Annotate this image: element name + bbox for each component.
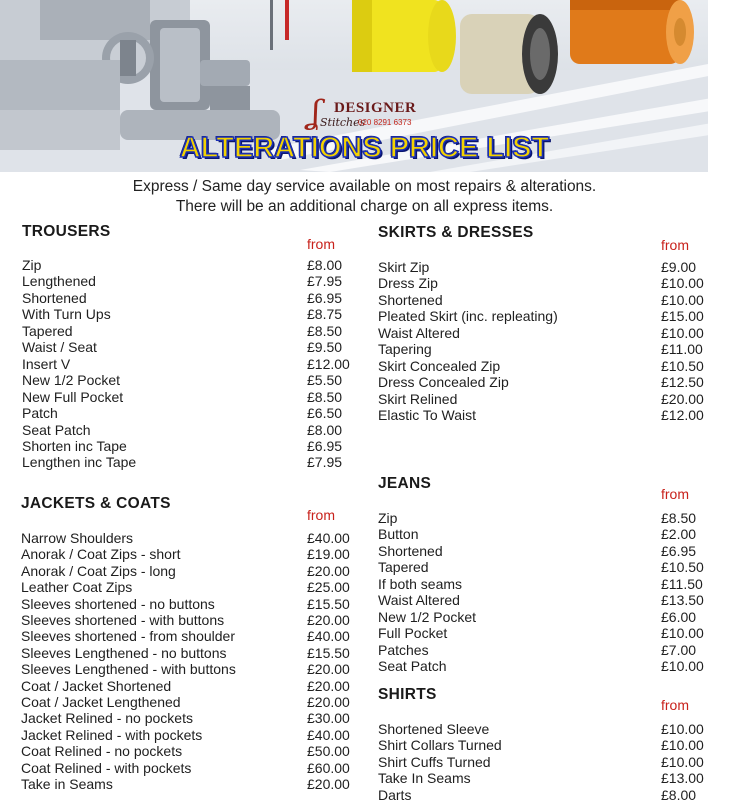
from-label: from bbox=[307, 507, 335, 523]
item-name: Button bbox=[378, 526, 419, 543]
price-row bbox=[378, 658, 708, 674]
item-price: £19.00 bbox=[307, 546, 350, 563]
item-price: £12.00 bbox=[307, 355, 350, 372]
item-price: £8.50 bbox=[661, 510, 697, 526]
price-row bbox=[21, 628, 351, 644]
item-name: Sleeves Lengthened - no buttons bbox=[21, 644, 227, 661]
price-row bbox=[378, 308, 708, 324]
item-name: Tapering bbox=[378, 341, 432, 358]
price-row bbox=[22, 454, 352, 470]
from-label: from bbox=[307, 236, 335, 252]
from-label: from bbox=[661, 697, 689, 713]
item-price: £15.00 bbox=[661, 308, 704, 325]
item-price: £8.75 bbox=[307, 306, 343, 323]
item-name: Sleeves shortened - from shoulder bbox=[21, 628, 235, 645]
item-price: £40.00 bbox=[307, 726, 350, 743]
item-price: £10.00 bbox=[661, 737, 704, 754]
logo-swirl-icon: ʆ bbox=[310, 93, 321, 131]
item-price: £15.50 bbox=[307, 595, 350, 612]
item-price: £10.00 bbox=[661, 275, 704, 292]
section-title: JACKETS & COATS bbox=[21, 495, 171, 512]
price-row bbox=[378, 721, 708, 737]
item-name: Waist Altered bbox=[378, 324, 460, 341]
item-price: £9.50 bbox=[307, 339, 343, 356]
item-name: Patches bbox=[378, 641, 429, 658]
item-name: New 1/2 Pocket bbox=[378, 608, 477, 625]
price-row bbox=[22, 372, 352, 388]
designer-stitches-logo bbox=[310, 93, 422, 134]
item-name: Take in Seams bbox=[21, 776, 113, 792]
item-price: £25.00 bbox=[307, 579, 350, 596]
price-row bbox=[22, 438, 352, 454]
price-row bbox=[22, 257, 352, 273]
item-price: £8.00 bbox=[307, 257, 343, 273]
item-name: Anorak / Coat Zips - long bbox=[21, 562, 176, 579]
item-name: Tapered bbox=[22, 322, 73, 339]
item-price: £30.00 bbox=[307, 710, 350, 727]
price-row bbox=[378, 770, 708, 786]
logo-script: Stitches bbox=[320, 116, 366, 129]
item-name: Insert V bbox=[22, 355, 71, 372]
item-price: £50.00 bbox=[307, 743, 350, 760]
item-name: Waist Altered bbox=[378, 592, 460, 609]
item-price: £10.50 bbox=[661, 559, 704, 576]
price-row bbox=[21, 710, 351, 726]
header-banner bbox=[0, 0, 729, 172]
item-name: Sleeves shortened - with buttons bbox=[21, 612, 225, 628]
from-label: from bbox=[661, 486, 689, 502]
item-name: Elastic To Waist bbox=[378, 407, 477, 424]
price-row bbox=[22, 356, 352, 372]
price-row bbox=[22, 273, 352, 289]
item-price: £20.00 bbox=[661, 390, 704, 407]
item-price: £7.00 bbox=[661, 641, 697, 658]
item-name: Lengthen inc Tape bbox=[22, 454, 137, 471]
item-name: Shorten inc Tape bbox=[22, 437, 127, 454]
price-row bbox=[21, 530, 351, 546]
price-row bbox=[21, 596, 351, 612]
price-row bbox=[378, 592, 708, 608]
item-name: Shortened Sleeve bbox=[378, 721, 490, 737]
item-name: Sleeves Lengthened - with buttons bbox=[21, 661, 236, 678]
item-name: With Turn Ups bbox=[22, 306, 111, 323]
price-row bbox=[378, 391, 708, 407]
item-price: £20.00 bbox=[307, 562, 350, 579]
item-name: Shirt Collars Turned bbox=[378, 737, 502, 754]
page-title: ALTERATIONS PRICE LIST bbox=[179, 132, 550, 164]
item-price: £10.00 bbox=[661, 658, 704, 675]
price-row bbox=[378, 737, 708, 753]
item-name: Shortened bbox=[22, 289, 87, 306]
item-name: Coat / Jacket Shortened bbox=[21, 677, 172, 694]
item-price: £12.50 bbox=[661, 374, 704, 391]
price-row bbox=[21, 546, 351, 562]
logo-phone: 020 8291 6373 bbox=[358, 118, 412, 127]
item-price: £7.95 bbox=[307, 273, 343, 290]
price-row bbox=[22, 422, 352, 438]
item-name: Anorak / Coat Zips - short bbox=[21, 546, 181, 563]
item-name: Shortened bbox=[378, 542, 443, 559]
price-row bbox=[22, 405, 352, 421]
item-price: £60.00 bbox=[307, 759, 350, 776]
item-price: £8.50 bbox=[307, 388, 343, 405]
price-row bbox=[21, 645, 351, 661]
price-row bbox=[378, 642, 708, 658]
price-row bbox=[21, 727, 351, 743]
item-name: Narrow Shoulders bbox=[21, 530, 134, 546]
item-name: Pleated Skirt (inc. repleating) bbox=[378, 308, 558, 325]
item-name: New Full Pocket bbox=[22, 388, 124, 405]
item-name: Coat Relined - with pockets bbox=[21, 759, 192, 776]
item-name: Coat / Jacket Lengthened bbox=[21, 694, 181, 710]
item-price: £8.00 bbox=[661, 786, 697, 803]
section-title: SKIRTS & DRESSES bbox=[378, 224, 534, 241]
logo-name: DESIGNER bbox=[334, 100, 417, 116]
price-row bbox=[378, 625, 708, 641]
item-price: £6.00 bbox=[661, 608, 697, 625]
item-price: £11.00 bbox=[661, 341, 703, 358]
price-row bbox=[21, 678, 351, 694]
price-row bbox=[378, 275, 708, 291]
item-name: Waist / Seat bbox=[22, 339, 97, 356]
item-name: Skirt Relined bbox=[378, 390, 458, 407]
item-name: Dress Zip bbox=[378, 275, 438, 292]
notice-line-2: There will be an additional charge on all express items. bbox=[175, 198, 554, 215]
item-name: Lengthened bbox=[22, 273, 96, 290]
price-row bbox=[378, 358, 708, 374]
item-price: £10.00 bbox=[661, 324, 704, 341]
price-row bbox=[22, 290, 352, 306]
item-price: £6.95 bbox=[307, 289, 343, 306]
price-row bbox=[21, 694, 351, 710]
banner-edge bbox=[708, 0, 729, 172]
price-row bbox=[378, 787, 708, 803]
item-name: Darts bbox=[378, 786, 412, 803]
item-price: £10.00 bbox=[661, 291, 704, 308]
price-row bbox=[378, 559, 708, 575]
item-name: Tapered bbox=[378, 559, 429, 576]
from-label: from bbox=[661, 237, 689, 253]
item-price: £11.50 bbox=[661, 575, 703, 592]
item-price: £10.00 bbox=[661, 721, 704, 737]
item-name: Shortened bbox=[378, 291, 443, 308]
section-title: TROUSERS bbox=[22, 223, 111, 240]
price-row bbox=[22, 306, 352, 322]
item-name: Full Pocket bbox=[378, 625, 448, 642]
item-price: £13.50 bbox=[661, 592, 704, 609]
price-row bbox=[378, 526, 708, 542]
notice-line-1: Express / Same day service available on most repairs & alterations. bbox=[132, 178, 597, 195]
item-price: £10.50 bbox=[661, 357, 704, 374]
item-price: £20.00 bbox=[307, 612, 350, 628]
item-name: Jacket Relined - with pockets bbox=[21, 726, 203, 743]
price-row bbox=[378, 292, 708, 308]
item-price: £13.00 bbox=[661, 770, 704, 787]
item-price: £40.00 bbox=[307, 628, 350, 645]
section-title: JEANS bbox=[378, 475, 432, 492]
item-name: If both seams bbox=[378, 575, 463, 592]
item-name: Coat Relined - no pockets bbox=[21, 743, 183, 760]
item-price: £12.00 bbox=[661, 407, 704, 424]
item-price: £7.95 bbox=[307, 454, 343, 471]
price-row bbox=[378, 576, 708, 592]
item-name: New 1/2 Pocket bbox=[22, 372, 121, 389]
price-row bbox=[22, 323, 352, 339]
price-row bbox=[378, 259, 708, 275]
price-row bbox=[22, 389, 352, 405]
item-name: Seat Patch bbox=[22, 421, 91, 438]
item-price: £20.00 bbox=[307, 776, 350, 792]
price-row bbox=[378, 510, 708, 526]
item-price: £20.00 bbox=[307, 677, 350, 694]
item-price: £6.95 bbox=[661, 542, 697, 559]
price-row bbox=[378, 609, 708, 625]
item-name: Take In Seams bbox=[378, 770, 471, 787]
price-row bbox=[21, 612, 351, 628]
item-price: £2.00 bbox=[661, 526, 697, 543]
price-row bbox=[21, 743, 351, 759]
price-row bbox=[21, 760, 351, 776]
item-name: Jacket Relined - no pockets bbox=[21, 710, 193, 727]
item-price: £8.00 bbox=[307, 421, 343, 438]
item-name: Skirt Zip bbox=[378, 259, 430, 275]
item-price: £8.50 bbox=[307, 322, 343, 339]
price-row bbox=[21, 579, 351, 595]
item-price: £10.00 bbox=[661, 625, 704, 642]
item-price: £20.00 bbox=[307, 661, 350, 678]
item-price: £20.00 bbox=[307, 694, 350, 710]
item-name: Dress Concealed Zip bbox=[378, 374, 509, 391]
price-row bbox=[21, 776, 351, 792]
item-price: £5.50 bbox=[307, 372, 343, 389]
item-price: £9.00 bbox=[661, 259, 697, 275]
item-name: Leather Coat Zips bbox=[21, 579, 133, 596]
price-row bbox=[378, 754, 708, 770]
item-price: £40.00 bbox=[307, 530, 350, 546]
item-price: £6.50 bbox=[307, 405, 343, 422]
section-title: SHIRTS bbox=[378, 686, 437, 703]
item-name: Zip bbox=[22, 257, 42, 273]
express-notice bbox=[0, 177, 729, 217]
price-row bbox=[378, 374, 708, 390]
item-price: £15.50 bbox=[307, 644, 350, 661]
price-row bbox=[378, 407, 708, 423]
price-row bbox=[21, 563, 351, 579]
price-row bbox=[21, 661, 351, 677]
item-price: £6.95 bbox=[307, 437, 343, 454]
item-name: Patch bbox=[22, 405, 58, 422]
item-name: Skirt Concealed Zip bbox=[378, 357, 501, 374]
price-row bbox=[378, 341, 708, 357]
item-price: £10.00 bbox=[661, 753, 704, 770]
price-row bbox=[378, 325, 708, 341]
price-row bbox=[22, 339, 352, 355]
price-row bbox=[378, 543, 708, 559]
item-name: Zip bbox=[378, 510, 398, 526]
item-name: Shirt Cuffs Turned bbox=[378, 753, 491, 770]
item-name: Sleeves shortened - no buttons bbox=[21, 595, 215, 612]
item-name: Seat Patch bbox=[378, 658, 447, 675]
